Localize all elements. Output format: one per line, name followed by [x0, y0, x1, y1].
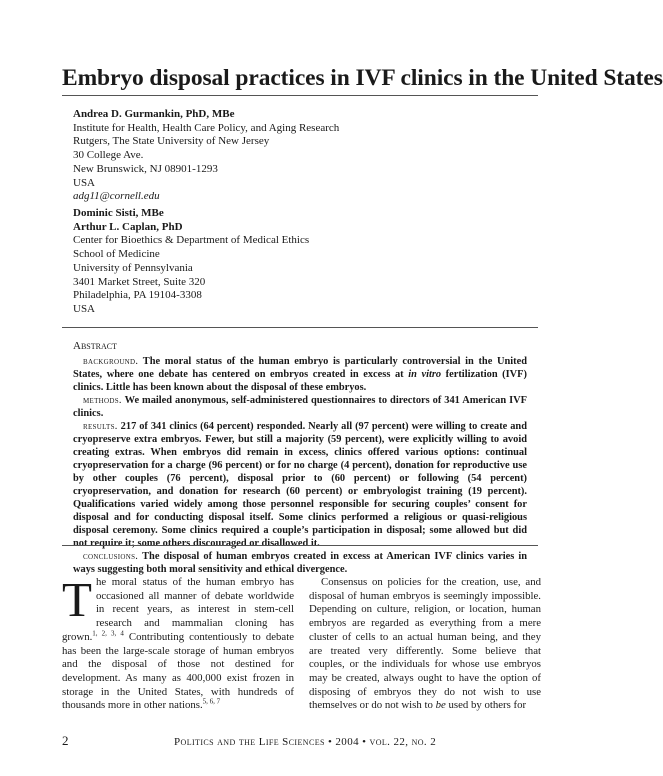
affiliation-line: Rutgers, The State University of New Jersey — [73, 135, 270, 148]
article-title: Embryo disposal practices in IVF clinics in the United States — [62, 65, 663, 91]
author-block-1 — [73, 108, 339, 204]
affiliation-line: 30 College Ave. — [73, 149, 144, 162]
affiliation-line: USA — [73, 302, 96, 315]
results-label: results. — [83, 421, 118, 432]
affiliation-line: 3401 Market Street, Suite 320 — [73, 275, 206, 288]
affiliation-line: Center for Bioethics & Department of Medical Ethics — [73, 234, 310, 247]
methods-label: methods. — [83, 395, 122, 406]
results-text: 217 of 341 clinics (64 percent) responded. Nearly all (97 percent) were willing to create and cryopreserve extra embryos. Fewer, but still a majority (59 percent), were explicitly willing to avoid creating extras. When embryos did remain in excess, clinics offered various options: continual cryopreservation for a charge (96 percent) or for no charge (4 percent), donation for reproductive use by other couples (76 percent), disposal prior to (60 percent) or following (54 percent) cryopreservation, and donation for research (60 percent) or embryologist training (19 percent). Qualifications varied widely among those personnel responsible for securing couples’ consent for disposal and for conducting disposal itself. Some clinics performed a religious or quasi-religious disposal ceremony. Some clinics required a couple’s participation in disposal; some allowed but did not require it; some others discouraged or disallowed it. — [73, 421, 527, 549]
affiliation-line: Institute for Health, Health Care Policy, and Aging Research — [73, 121, 340, 134]
abstract-methods — [73, 394, 527, 420]
author-email: adg11@cornell.edu — [73, 190, 160, 203]
author-name: Dominic Sisti, MBe — [73, 207, 164, 219]
abstract-heading: Abstract — [73, 340, 117, 352]
background-label: background. — [83, 356, 139, 367]
affiliation-line: USA — [73, 176, 96, 189]
author-name: Andrea D. Gurmankin, PhD, MBe — [73, 108, 235, 120]
citation-superscript: 5, 6, 7 — [202, 697, 221, 706]
drop-cap: T — [62, 572, 92, 627]
body-column-left — [62, 572, 295, 713]
abstract-top-rule — [62, 327, 538, 328]
body-text: Consensus on policies for the creation, use, and disposal of human embryos is seemingly impossible. Depending on culture, religion, or location, human embryos are regarded as everything from a mere cluster of cells to an actual human being, and they are treated very differently. Some believe that couples, or the individuals for whose use embryos may be created, always ought to have the option of disposing of embryos they do not wish to use themselves or do not wish to — [309, 576, 541, 712]
body-text: Contributing contentiously to debate has been the large-scale storage of human embryos and the disposal of those not destined for development. As many as 400,000 exist frozen in storage in the United States, with hundreds of thousands more in other nations. — [62, 630, 295, 712]
conclusions-label: conclusions. — [83, 551, 139, 562]
body-italic: be — [435, 699, 446, 712]
body-paragraph — [309, 576, 541, 713]
page-number: 2 — [62, 733, 69, 748]
author-name: Arthur L. Caplan, PhD — [73, 220, 183, 233]
citation-superscript: 1, 2, 3, 4 — [92, 629, 124, 638]
conclusions-text: The disposal of human embryos created in excess at American IVF clinics varies in ways suggesting both moral sensitivity and ethical divergence. — [73, 551, 527, 575]
journal-running-footer: Politics and the Life Sciences • 2004 • vol. 22, no. 2 — [174, 736, 437, 748]
affiliation-line: University of Pennsylvania — [73, 261, 193, 274]
affiliation-line: Philadelphia, PA 19104-3308 — [73, 289, 202, 302]
abstract — [73, 340, 527, 576]
body-text: used by others for — [445, 699, 527, 712]
affiliation-line: School of Medicine — [73, 248, 160, 261]
affiliation-line: New Brunswick, NJ 08901-1293 — [73, 162, 218, 175]
author-block-2 — [73, 207, 309, 317]
title-rule — [62, 95, 538, 96]
abstract-bottom-rule — [62, 545, 538, 546]
background-italic: in vitro — [408, 369, 442, 380]
abstract-background — [73, 355, 527, 394]
body-text: he moral status of the human embryo has occasioned all manner of debate worldwide in recent years, as interest in stem-cell research and mammalian cloning has grown. — [62, 576, 294, 643]
background-text: The moral status of the human embryo is particularly controversial in the United States, where one debate has centered on embryos created in excess at — [73, 356, 527, 380]
body-column-right — [309, 576, 541, 713]
background-text-end: fertilization (IVF) clinics. Little has been known about the disposal of these embryos. — [73, 369, 527, 393]
abstract-results — [73, 420, 527, 550]
methods-text: We mailed anonymous, self-administered questionnaires to directors of 341 American IVF clinics. — [73, 395, 527, 419]
abstract-conclusions — [73, 550, 527, 576]
